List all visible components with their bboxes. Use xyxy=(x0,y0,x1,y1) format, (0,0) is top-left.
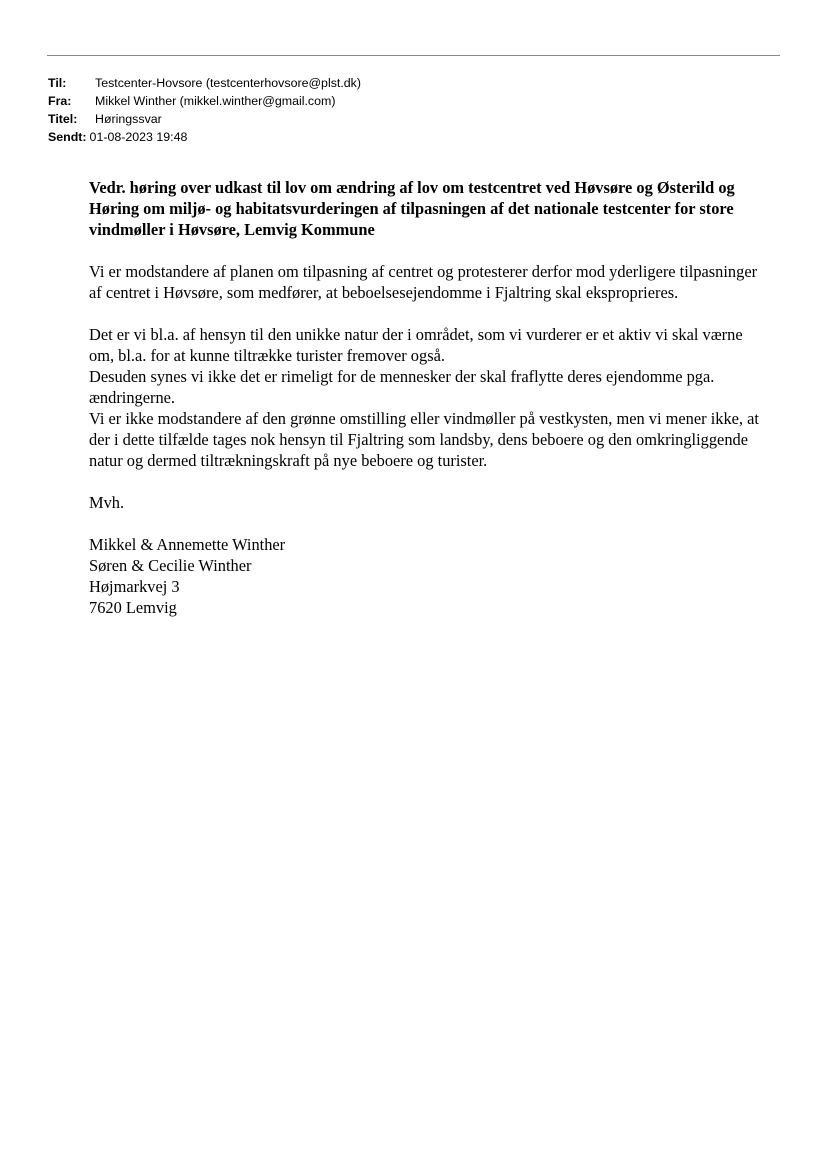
signature-line-4: 7620 Lemvig xyxy=(89,598,177,617)
signature-line-3: Højmarkvej 3 xyxy=(89,577,180,596)
signature-line-2: Søren & Cecilie Winther xyxy=(89,556,252,575)
letter-subject: Vedr. høring over udkast til lov om ændring af lov om testcentret ved Høvsøre og Østerild og Høring om miljø- og habitatsvurderingen af tilpasningen af det nationale testcenter for store vindmøller i Høvsøre, Lemvig Kommune xyxy=(89,178,735,239)
paragraph-1: Vi er modstandere af planen om tilpasning af centret og protesterer derfor mod yderligere tilpasninger af centret i Høvsøre, som medfører, at beboelsesejendomme i Fjaltring skal eksproprieres. xyxy=(89,262,758,302)
paragraph-2-line-2: Desuden synes vi ikke det er rimeligt for de mennesker der skal fraflytte deres ejendomme pga. ændringerne. xyxy=(89,367,715,407)
title-row xyxy=(48,110,361,128)
from-row xyxy=(48,92,361,110)
signature-block xyxy=(89,534,769,618)
header-divider xyxy=(47,55,780,56)
letter-body xyxy=(89,177,769,618)
email-header xyxy=(48,74,361,146)
to-row xyxy=(48,74,361,92)
paragraph-2 xyxy=(89,324,769,471)
to-value: Testcenter-Hovsore (testcenterhovsore@plst.dk) xyxy=(95,76,361,90)
paragraph-2-line-1: Det er vi bl.a. af hensyn til den unikke natur der i området, som vi vurderer er et aktiv vi skal værne om, bl.a. for at kunne tiltrække turister fremover også. xyxy=(89,325,743,365)
sent-label: Sendt: xyxy=(48,130,87,144)
from-label: Fra: xyxy=(48,94,72,108)
title-label: Titel: xyxy=(48,112,78,126)
sent-value: 01-08-2023 19:48 xyxy=(89,130,188,144)
closing: Mvh. xyxy=(89,493,125,512)
signature-line-1: Mikkel & Annemette Winther xyxy=(89,535,286,554)
title-value: Høringssvar xyxy=(95,112,162,126)
sent-row xyxy=(48,128,361,146)
paragraph-2-line-3: Vi er ikke modstandere af den grønne omstilling eller vindmøller på vestkysten, men vi mener ikke, at der i dette tilfælde tages nok hensyn til Fjaltring som landsby, dens beboere og den omkringliggende natur og dermed tiltrækningskraft på nye beboere og turister. xyxy=(89,409,759,470)
from-value: Mikkel Winther (mikkel.winther@gmail.com) xyxy=(95,94,336,108)
to-label: Til: xyxy=(48,76,67,90)
